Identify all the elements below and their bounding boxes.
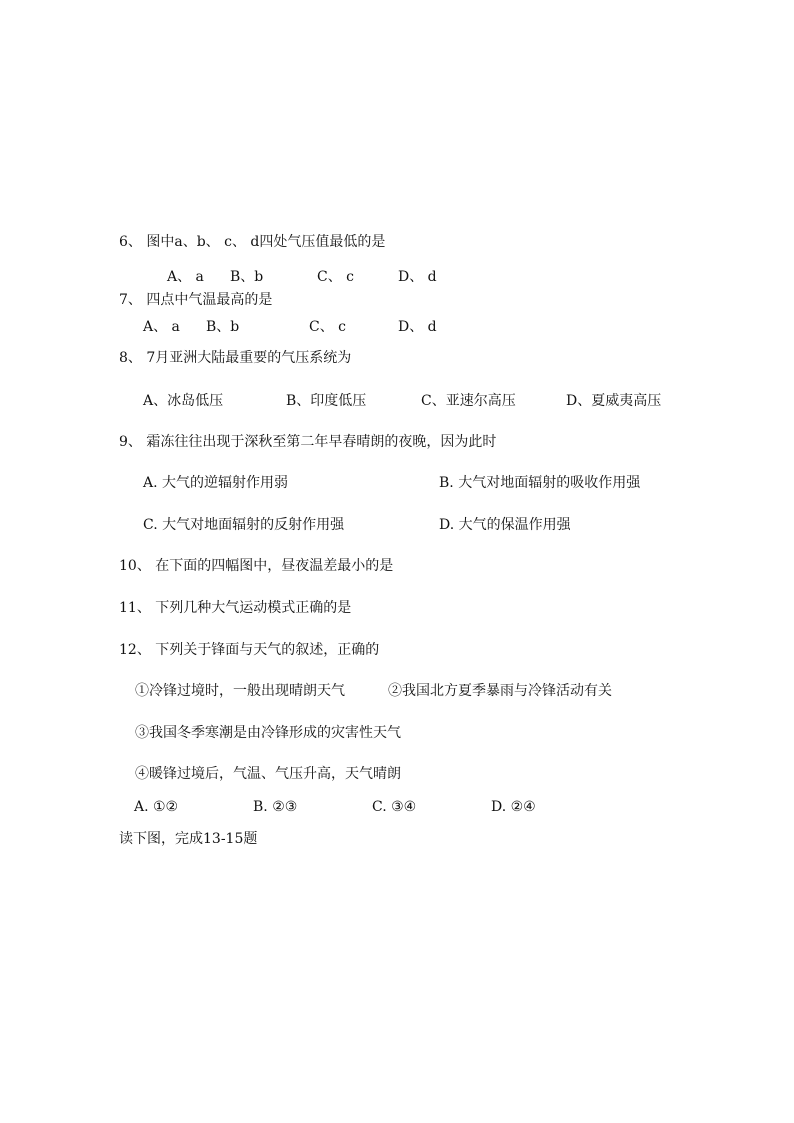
question-12-option-b: B. ②③ — [253, 799, 298, 815]
question-7-stem: 7、 四点中气温最高的是 — [119, 292, 273, 308]
question-12-statement-4: ④暖锋过境后，气温、气压升高，天气晴朗 — [135, 766, 401, 782]
question-8-stem: 8、 7月亚洲大陆最重要的气压系统为 — [119, 350, 352, 366]
question-9-stem: 9、 霜冻往往出现于深秋至第二年早春晴朗的夜晚，因为此时 — [119, 434, 497, 450]
question-12-statement-3: ③我国冬季寒潮是由冷锋形成的灾害性天气 — [135, 725, 401, 741]
question-9-option-d: D. 大气的保温作用强 — [439, 517, 571, 533]
question-12-stem: 12、 下列关于锋面与天气的叙述，正确的 — [119, 642, 380, 658]
question-12-option-c: C. ③④ — [372, 799, 417, 815]
question-8-option-c: C、亚速尔高压 — [421, 393, 516, 409]
question-9-option-c: C. 大气对地面辐射的反射作用强 — [143, 517, 345, 533]
question-7-option-d: D、 d — [398, 319, 437, 335]
question-10-stem: 10、 在下面的四幅图中，昼夜温差最小的是 — [119, 558, 394, 574]
question-6-stem: 6、 图中a、b、 c、 d四处气压值最低的是 — [119, 234, 386, 250]
question-7-option-b: B、b — [206, 319, 240, 335]
question-6-option-b: B、b — [230, 269, 264, 285]
question-9-option-b: B. 大气对地面辐射的吸收作用强 — [439, 475, 641, 491]
question-11-stem: 11、 下列几种大气运动模式正确的是 — [119, 600, 352, 616]
reading-instruction: 读下图，完成13-15题 — [119, 831, 258, 847]
question-7-option-a: A、 a — [143, 319, 180, 335]
question-6-option-a: A、 a — [167, 269, 204, 285]
question-12-option-a: A. ①② — [134, 799, 179, 815]
question-8-option-b: B、印度低压 — [286, 393, 367, 409]
question-8-option-d: D、夏威夷高压 — [566, 393, 662, 409]
question-12-statement-1: ①冷锋过境时，一般出现晴朗天气 — [135, 683, 345, 699]
question-8-option-a: A、冰岛低压 — [143, 393, 224, 409]
question-9-option-a: A. 大气的逆辐射作用弱 — [143, 475, 289, 491]
question-6-option-c: C、 c — [317, 269, 355, 285]
question-7-option-c: C、 c — [309, 319, 347, 335]
question-12-statement-2: ②我国北方夏季暴雨与冷锋活动有关 — [388, 683, 612, 699]
question-6-option-d: D、 d — [398, 269, 437, 285]
question-12-option-d: D. ②④ — [491, 799, 536, 815]
